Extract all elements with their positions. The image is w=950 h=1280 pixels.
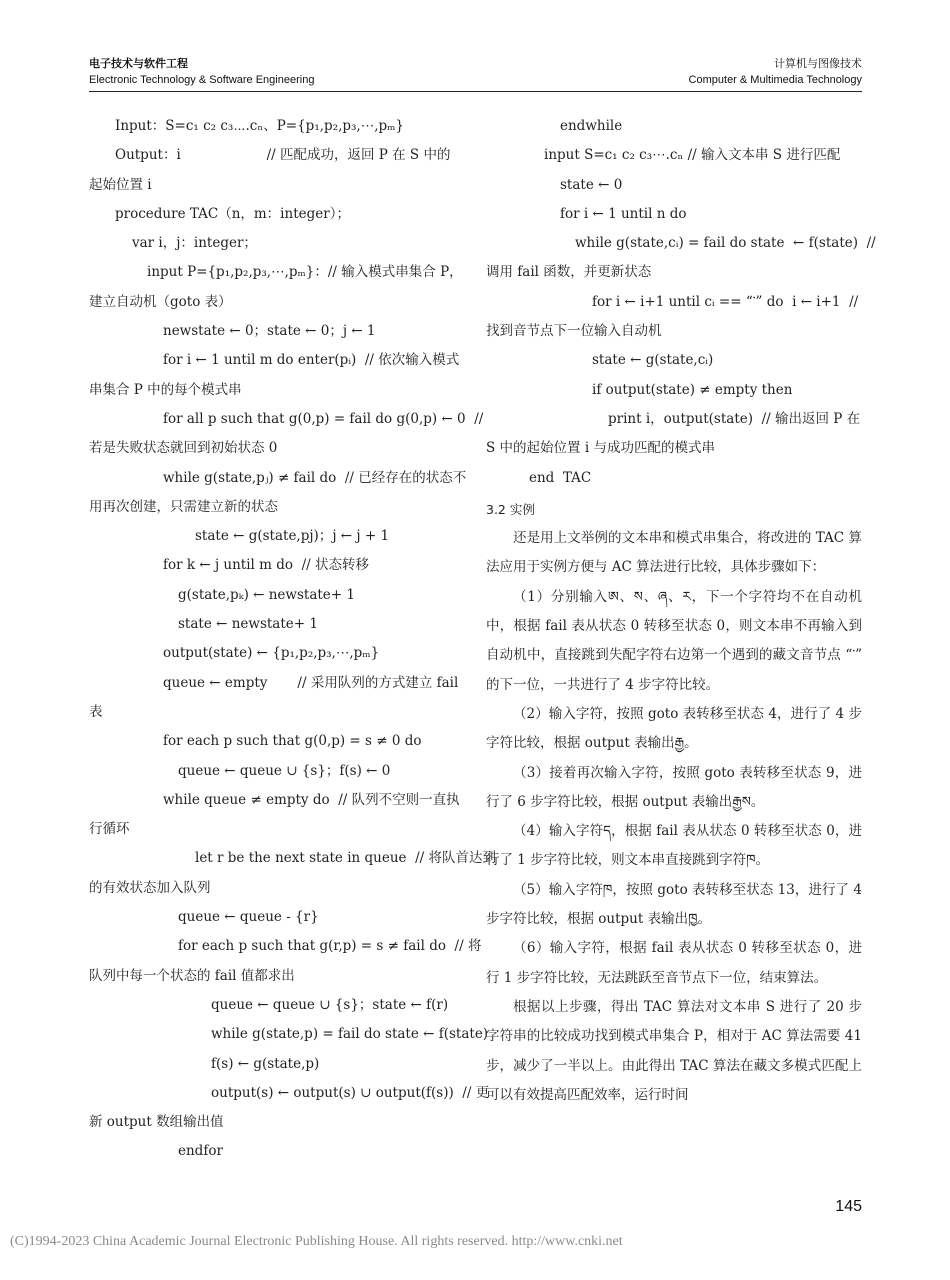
- code-line: procedure TAC（n，m：integer）；: [115, 205, 350, 222]
- left-column: [89, 112, 496, 1167]
- code-line: 串集合 P 中的每个模式串: [89, 381, 242, 398]
- code-line: output(state) ← {p₁,p₂,p₃,⋯,pₘ}: [163, 645, 380, 662]
- code-line: while g(state,p) = fail do state ← f(state): [211, 1026, 489, 1043]
- code-line: if output(state) ≠ empty then: [592, 381, 793, 398]
- right-code-block: [486, 112, 876, 493]
- section-title-cn: 计算机与图像技术: [774, 57, 862, 70]
- code-line: endfor: [178, 1143, 223, 1160]
- code-line: f(s) ← g(state,p): [211, 1055, 320, 1072]
- code-line: queue ← queue - {r}: [178, 909, 319, 926]
- code-line: for i ← i+1 until cᵢ == “་” do i ← i+1 //: [592, 293, 859, 310]
- code-line: 用再次创建，只需建立新的状态: [89, 498, 278, 515]
- paragraph: 还是用上文举例的文本串和模式串集合，将改进的 TAC 算法应用于实例方便与 AC 算法进行比较，具体步骤如下：: [486, 530, 862, 576]
- paragraph: （5）输入字符ཁ，按照 goto 表转移至状态 13，进行了 4 步字符比较，根据 output 表输出ཁྱ。: [486, 881, 862, 928]
- body-paragraphs: [486, 524, 862, 1110]
- code-line: newstate ← 0；state ← 0；j ← 1: [163, 323, 376, 340]
- code-line: queue ← empty // 采用队列的方式建立 fail: [163, 674, 459, 691]
- code-line: 找到音节点下一位输入自动机: [486, 323, 662, 340]
- paragraph: 根据以上步骤，得出 TAC 算法对文本串 S 进行了 20 步字符串的比较成功找到模式串集合 P，相对于 AC 算法需要 41 步，减少了一半以上。由此得出 TAC 算法在藏文多模式匹配上可以有效提高匹配效率，运行时间: [486, 998, 862, 1103]
- code-line: 队列中每一个状态的 fail 值都求出: [89, 967, 295, 984]
- paragraph: （4）输入字符ད，根据 fail 表从状态 0 转移至状态 0，进行了 1 步字符比较，则文本串直接跳到字符ཁ。: [486, 823, 862, 869]
- code-line: queue ← queue ∪ {s}；state ← f(r): [211, 996, 449, 1013]
- journal-header: [89, 56, 314, 88]
- paragraph: （3）接着再次输入字符，按照 goto 表转移至状态 9，进行了 6 步字符比较，根据 output 表输出རྒྱས。: [486, 764, 862, 810]
- code-line: 若是失败状态就回到初始状态 0: [89, 440, 278, 457]
- section-heading: 3.2 实例: [486, 501, 535, 517]
- code-line: 行循环: [89, 821, 130, 838]
- code-line: for each p such that g(0,p) = s ≠ 0 do: [163, 733, 422, 750]
- section-title-en: Computer & Multimedia Technology: [688, 74, 862, 86]
- code-line: queue ← queue ∪ {s}；f(s) ← 0: [178, 762, 391, 779]
- paragraph: （1）分别输入ཨ、ས、ཞ、ར，下一个字符均不在自动机中，根据 fail 表从状态 0 转移至状态 0，则文本串不再输入到自动机中，直接跳到失配字符右边第一个遇到的藏文音节点 “་” 的下一位，一共进行了 4 步字符比较。: [486, 588, 862, 693]
- code-line: 的有效状态加入队列: [89, 879, 211, 896]
- code-line: input S=c₁ c₂ c₃⋯.cₙ // 输入文本串 S 进行匹配: [544, 147, 841, 164]
- code-line: var i，j：integer；: [132, 235, 257, 252]
- right-column: [486, 112, 876, 1110]
- code-line: state ← g(state,cᵢ): [592, 352, 714, 369]
- journal-title-en: Electronic Technology & Software Engineering: [89, 74, 315, 86]
- code-line: while queue ≠ empty do // 队列不空则一直执: [163, 791, 460, 808]
- code-line: for k ← j until m do // 状态转移: [163, 557, 369, 574]
- journal-title-cn: 电子技术与软件工程: [89, 57, 188, 70]
- code-line: output(s) ← output(s) ∪ output(f(s)) // 更: [211, 1084, 490, 1101]
- paragraph: （2）输入字符，按照 goto 表转移至状态 4，进行了 4 步字符比较，根据 output 表输出རྒྱ。: [486, 705, 862, 752]
- code-line: S 中的起始位置 i 与成功匹配的模式串: [486, 440, 715, 457]
- paragraph: （6）输入字符，根据 fail 表从状态 0 转移至状态 0，进行 1 步字符比较，无法跳跃至音节点下一位，结束算法。: [486, 940, 862, 986]
- code-line: state ← newstate+ 1: [178, 616, 318, 633]
- code-line: 表: [89, 703, 103, 720]
- code-line: 建立自动机（goto 表）: [89, 293, 232, 310]
- page-number: 145: [835, 1198, 862, 1215]
- code-line: Output：i // 匹配成功，返回 P 在 S 中的: [115, 147, 451, 164]
- code-line: for all p such that g(0,p) = fail do g(0,p) ← 0 //: [163, 410, 484, 427]
- code-line: 起始位置 i: [89, 176, 152, 193]
- code-line: end TAC: [529, 469, 592, 486]
- header-rule: [89, 91, 862, 92]
- code-line: for i ← 1 until n do: [560, 205, 687, 222]
- code-line: for each p such that g(r,p) = s ≠ fail do // 将: [178, 938, 482, 955]
- code-line: state ← g(state,pj)；j ← j + 1: [195, 528, 390, 545]
- section-header: [689, 56, 862, 88]
- code-line: let r be the next state in queue // 将队首达到: [195, 850, 496, 867]
- code-line: g(state,pₖ) ← newstate+ 1: [178, 586, 355, 603]
- code-line: while g(state,pⱼ) ≠ fail do // 已经存在的状态不: [163, 469, 467, 486]
- code-line: input P={p₁,p₂,p₃,⋯,pₘ}：// 输入模式串集合 P，: [147, 264, 463, 281]
- code-line: state ← 0: [560, 176, 623, 193]
- code-line: Input：S=c₁ c₂ c₃⋯.cₙ、P={p₁,p₂,p₃,⋯,pₘ}: [115, 118, 405, 134]
- code-line: 调用 fail 函数，并更新状态: [486, 264, 652, 281]
- code-line: 新 output 数组输出值: [89, 1114, 224, 1131]
- code-line: endwhile: [560, 118, 623, 134]
- code-line: for i ← 1 until m do enter(pᵢ) // 依次输入模式: [163, 352, 460, 369]
- code-line: while g(state,cᵢ) = fail do state ← f(state) //: [575, 235, 876, 252]
- copyright-footer: (C)1994-2023 China Academic Journal Electronic Publishing House. All rights reserved. http://www.cnki.net: [10, 1234, 623, 1249]
- code-line: print i，output(state) // 输出返回 P 在: [608, 410, 861, 427]
